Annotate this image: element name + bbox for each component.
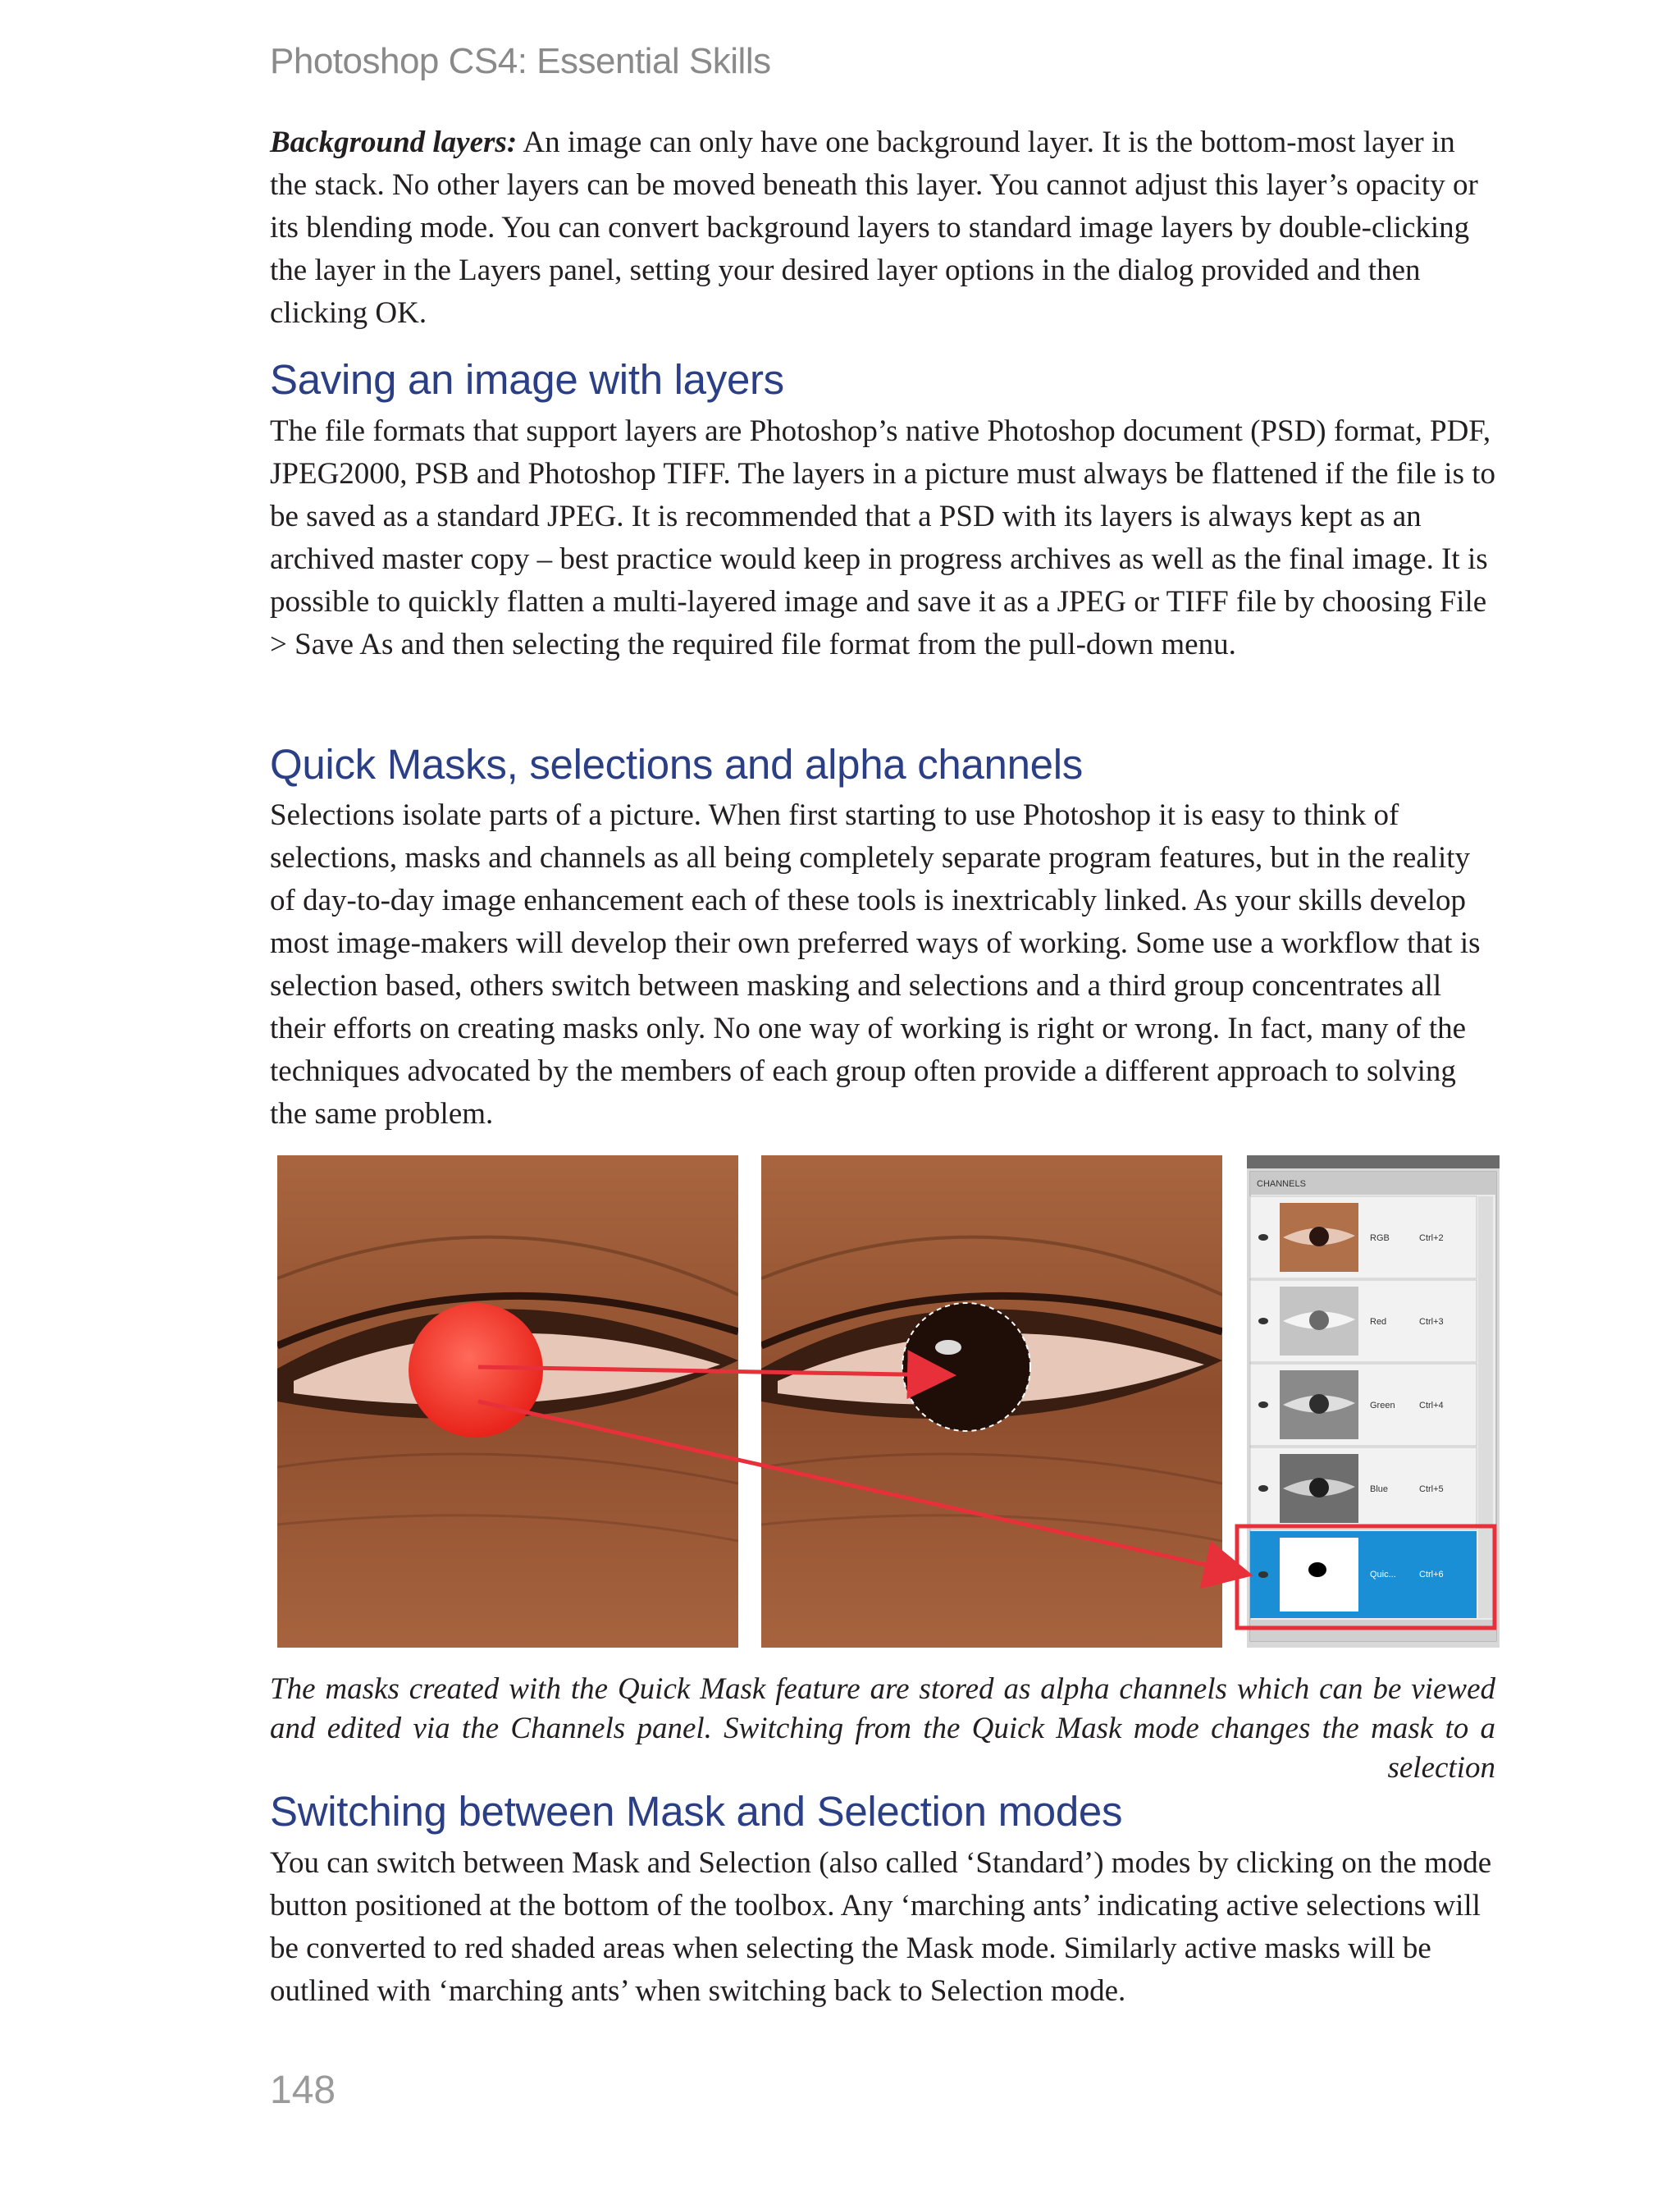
heading-switching-modes: Switching between Mask and Selection modes: [270, 1788, 1123, 1835]
arrow-to-quick-mask-channel: [478, 1401, 1245, 1574]
quick-mask-highlight-box: [1237, 1526, 1495, 1628]
figure-caption: The masks created with the Quick Mask feature are stored as alpha channels which can be viewed and edited via the Channels panel. Switching from the Quick Mask mode changes the mask to a selection: [270, 1672, 1495, 1785]
quick-mask-figure: [277, 1155, 1500, 1648]
saving-layers-paragraph: The file formats that support layers are Photoshop’s native Photoshop document (PSD) format, PDF, JPEG2000, PSB and Photoshop TIFF. The layers in a picture must always be flattened if the file is to be saved as a standard JPEG. It is recommended that a PSD with its layers is always kept as an archived master copy – best practice would keep in progress archives as well as the final image. It is possible to quickly flatten a multi-layered image and save it as a JPEG or TIFF file by choosing File > Save As and then selecting the required file format from the pull-down menu.: [270, 414, 1496, 661]
quick-masks-paragraph: Selections isolate parts of a picture. When first starting to use Photoshop it is easy to think of selections, masks and channels as all being completely separate program features, but in the reality of day-to-day image enhancement each of these tools is inextricably linked. As your skills develop most image-makers will develop their own preferred ways of working. Some use a workflow that is selection based, others switch between masking and selections and a third group concentrates all their efforts on creating masks only. No one way of working is right or wrong. In fact, many of the techniques advocated by the members of each group often provide a different approach to solving the same problem.: [270, 798, 1481, 1131]
channel-name-blue: Blue: [1370, 1484, 1389, 1494]
channel-shortcut-rgb: Ctrl+2: [1419, 1233, 1444, 1243]
channel-shortcut-quick-mask: Ctrl+6: [1419, 1570, 1444, 1580]
channel-name-rgb: RGB: [1370, 1233, 1390, 1243]
switching-modes-paragraph: You can switch between Mask and Selection (also called ‘Standard’) modes by clicking on the mode button positioned at the bottom of the toolbox. Any ‘marching ants’ indicating active selections will be converted to red shaded areas when selecting the Mask mode. Similarly active masks will be outlined with ‘marching ants’ when switching back to Selection mode.: [270, 1846, 1492, 2008]
channel-shortcut-red: Ctrl+3: [1419, 1317, 1444, 1327]
channel-name-quick-mask: Quic...: [1370, 1570, 1396, 1580]
heading-saving-layers: Saving an image with layers: [270, 356, 784, 403]
background-layers-paragraph: [270, 121, 1495, 335]
background-layers-text: An image can only have one background layer. It is the bottom-most layer in the stack. No other layers can be moved beneath this layer. You cannot adjust this layer’s opacity or its blending mode. You can convert background layers to standard image layers by double-clicking the layer in the Layers panel, setting your desired layer options in the dialog provided and then clicking OK.: [270, 126, 1478, 330]
page-number: 148: [270, 2069, 336, 2112]
channel-shortcut-green: Ctrl+4: [1419, 1401, 1444, 1410]
heading-quick-masks: Quick Masks, selections and alpha channels: [270, 741, 1083, 788]
arrow-to-selection: [478, 1367, 948, 1375]
running-head: Photoshop CS4: Essential Skills: [270, 41, 771, 81]
channel-shortcut-blue: Ctrl+5: [1419, 1484, 1444, 1494]
background-layers-term: Background layers:: [270, 126, 518, 159]
channel-name-green: Green: [1370, 1401, 1395, 1410]
figure-annotations: [277, 1155, 1500, 1648]
channel-name-red: Red: [1370, 1317, 1387, 1327]
channels-panel-title: CHANNELS: [1257, 1179, 1306, 1189]
